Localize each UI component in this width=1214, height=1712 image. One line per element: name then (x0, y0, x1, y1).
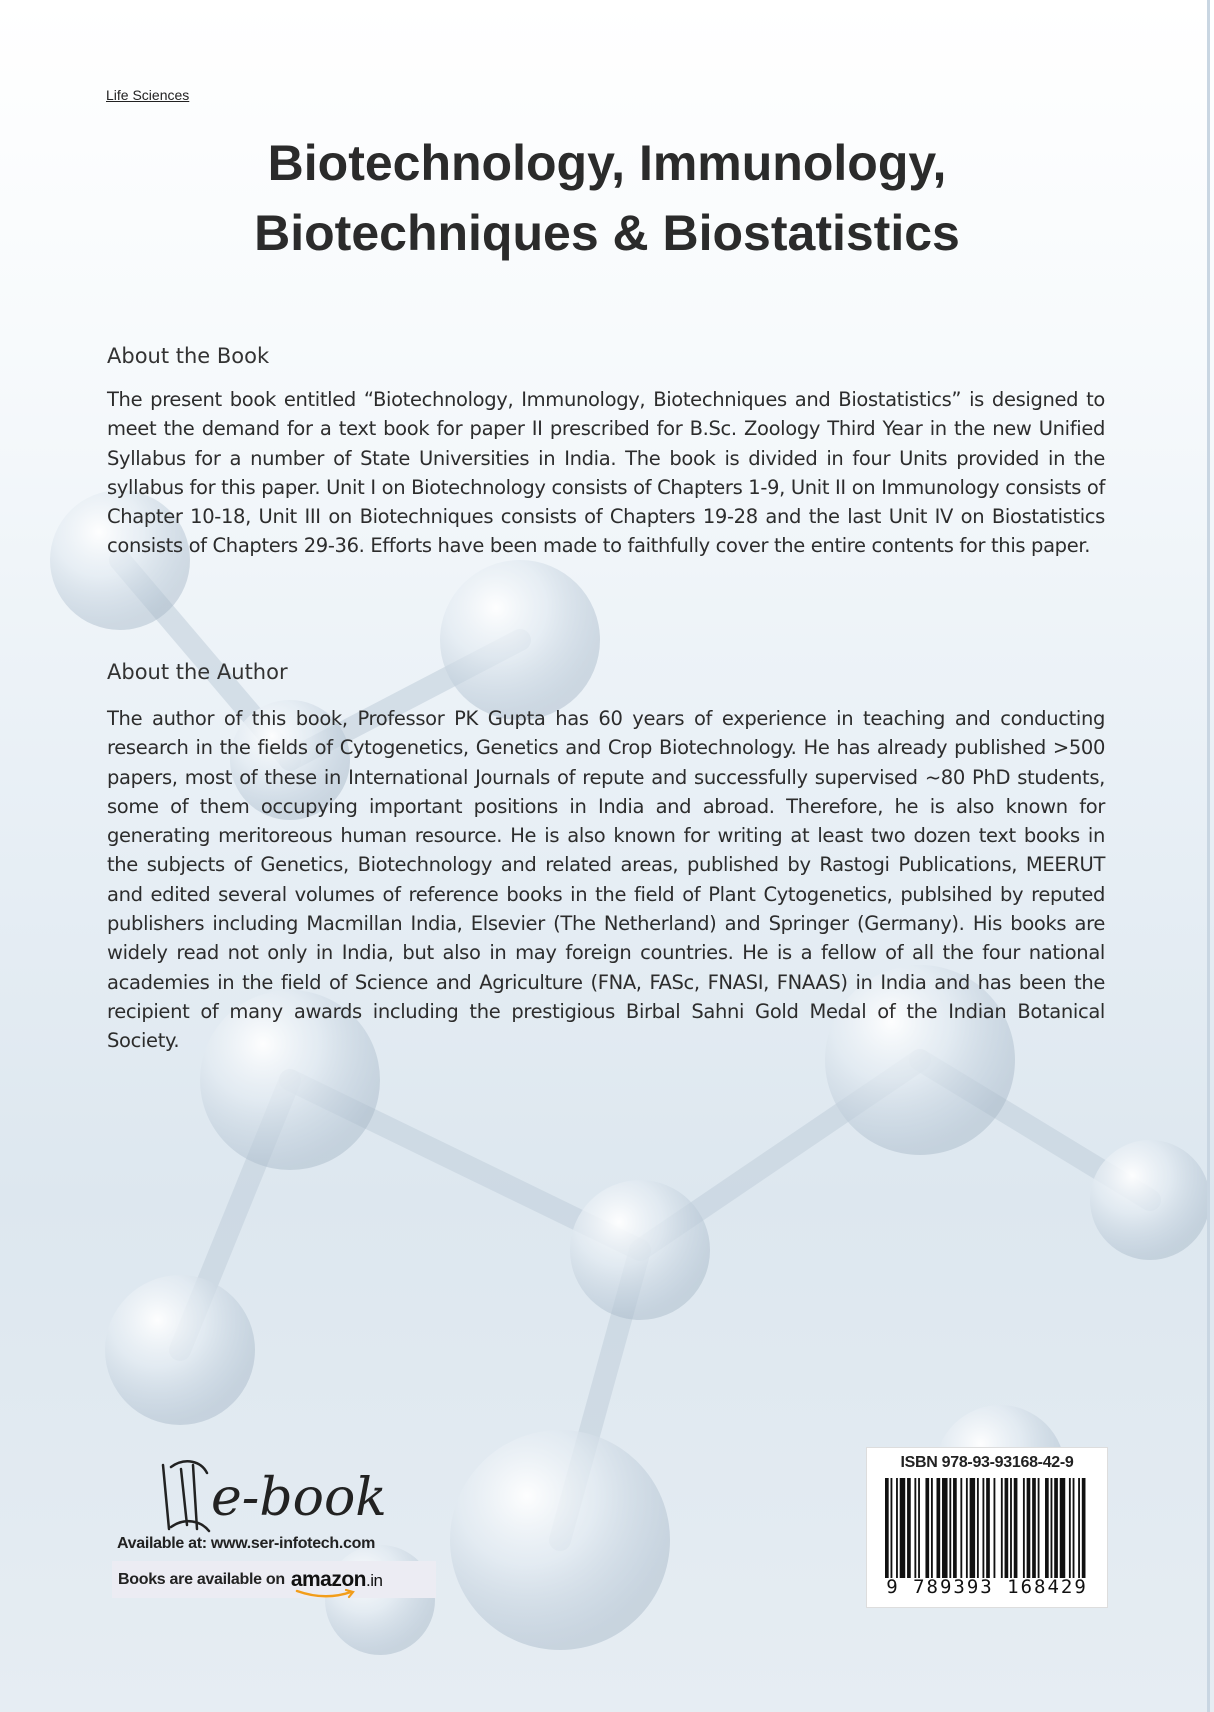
barcode-bar (1051, 1478, 1053, 1578)
barcode-bar (966, 1478, 968, 1578)
barcode-bar (949, 1478, 951, 1578)
barcode-bar (970, 1478, 976, 1578)
about-author-heading: About the Author (107, 660, 288, 684)
barcode-bar (896, 1478, 898, 1578)
barcode-bar (891, 1478, 893, 1578)
title-line-2: Biotechniques & Biostatistics (254, 205, 960, 261)
barcode-bar (1010, 1478, 1012, 1578)
barcode-bar (1073, 1478, 1075, 1578)
barcode-bar (1045, 1478, 1049, 1578)
barcode-bar (986, 1478, 990, 1578)
barcode-bar (977, 1478, 979, 1578)
barcode-bar (1032, 1478, 1036, 1578)
amazon-availability-text: Books are available on (118, 1570, 285, 1588)
barcode-bar (960, 1478, 962, 1578)
amazon-brand: amazon (290, 1567, 366, 1591)
barcode-bar (1027, 1478, 1031, 1578)
barcode-bar (994, 1478, 996, 1578)
barcode-bar (937, 1478, 941, 1578)
barcode-bar (1060, 1478, 1066, 1578)
barcode-bar (1078, 1478, 1080, 1578)
book-title (0, 128, 1214, 268)
amazon-smile-icon (295, 1589, 357, 1599)
about-book-heading: About the Book (107, 344, 270, 368)
barcode-bar (1005, 1478, 1009, 1578)
barcode-bar (931, 1478, 933, 1578)
amazon-availability-bar (112, 1561, 436, 1598)
isbn-digits: 9 789393 168429 (886, 1576, 1088, 1598)
isbn-label: ISBN 978-93-93168-42-9 (900, 1454, 1074, 1471)
title-line-1: Biotechnology, Immunology, (267, 135, 947, 191)
amazon-logo (291, 1568, 383, 1592)
ebook-logo-text: e-book (211, 1468, 387, 1528)
barcode-bar (1082, 1478, 1086, 1578)
isbn-barcode-box (866, 1447, 1108, 1608)
barcode-bar (953, 1478, 957, 1578)
barcode-bar (1038, 1478, 1040, 1578)
barcode-bar (914, 1478, 916, 1578)
barcode-bar (1054, 1478, 1058, 1578)
barcode-bar (885, 1478, 889, 1578)
barcode-bar (1069, 1478, 1071, 1578)
barcode-bar (1001, 1478, 1003, 1578)
available-at-text: Available at: www.ser-infotech.com (117, 1535, 376, 1552)
barcode-bar (918, 1478, 920, 1578)
barcode-bar (1023, 1478, 1025, 1578)
barcode-bar (942, 1478, 948, 1578)
category-label: Life Sciences (106, 87, 190, 103)
barcode-bar (907, 1478, 911, 1578)
ebook-logo (157, 1447, 407, 1543)
amazon-tld: .in (366, 1570, 383, 1590)
barcode-bar (900, 1478, 906, 1578)
barcode-bar (982, 1478, 984, 1578)
barcode-bar (925, 1478, 929, 1578)
barcode-bar (1014, 1478, 1018, 1578)
about-author-text: The author of this book, Professor PK Gupta has 60 years of experience in teaching and conducting research in the fields of Cytogenetics, Genetics and Crop Biotechnology. He has already published >500 papers, most of these in International Journals of repute and successfully supervised ~80 PhD students, some of them occupying important positions in India and abroad. Therefore, he is also known for generating meritoreous human resource. He is also known for writing at least two dozen text books in the subjects of Genetics, Biotechnology and related areas, published by Rastogi Publications, MEERUT and edited several volumes of reference books in the field of Plant Cytogenetics, publsihed by reputed publishers including Macmillan India, Elsevier (The Netherland) and Springer (Germany). His books are widely read not only in India, but also in may foreign countries. He is a fellow of all the four national academies in the field of Science and Agriculture (FNA, FASc, FNASI, FNAAS) in India and has been the recipient of many awards including the prestigious Birbal Sahni Gold Medal of the Indian Botanical Society. (107, 707, 1105, 1053)
about-book-text: The present book entitled “Biotechnology, Immunology, Biotechniques and Biostatistics” is designed to meet the demand for a text book for paper II prescribed for B.Sc. Zoology Third Year in the new Unified Syllabus for a number of State Universities in India. The book is divided in four Units provided in the syllabus for this paper. Unit I on Biotechnology consists of Chapters 1-9, Unit II on Immunology consists of Chapter 10-18, Unit III on Biotechniques consists of Chapters 19-28 and the last Unit IV on Biostatistics consists of Chapters 29-36. Efforts have been made to faithfully cover the entire contents for this paper. (107, 388, 1105, 558)
barcode-image (885, 1478, 1091, 1578)
